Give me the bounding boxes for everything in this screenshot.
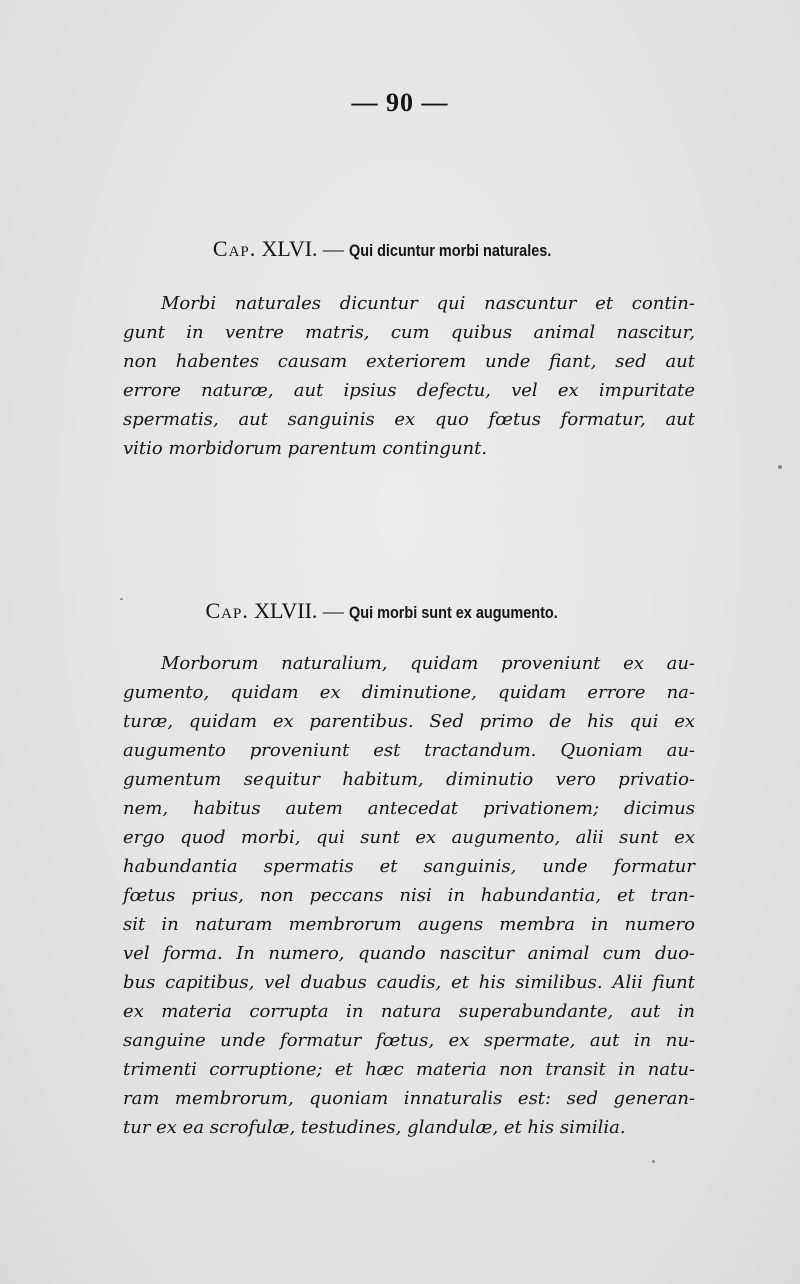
text-line: non habentes causam exteriorem unde fiant, sed aut — [123, 351, 695, 372]
text-line: Morborum naturalium, quidam proveniunt ex au- — [161, 653, 695, 674]
chapter-paragraph — [123, 649, 695, 1142]
text-line: gumentum sequitur habitum, diminutio vero privatio- — [123, 769, 695, 790]
chapter-title: Qui dicuntur morbi naturales. — [349, 241, 552, 260]
text-line: trimenti corruptione; et hæc materia non transit in natu- — [123, 1059, 695, 1080]
text-line: sanguine unde formatur fœtus, ex spermate, aut in nu- — [123, 1030, 695, 1051]
text-line: habundantia spermatis et sanguinis, unde formatur — [123, 856, 695, 877]
text-line: nem, habitus autem antecedat privationem; dicimus — [123, 798, 695, 819]
text-line: turæ, quidam ex parentibus. Sed primo de his qui ex — [123, 711, 695, 732]
chapter-number: XLVI. — [261, 236, 318, 261]
text-line: gumento, quidam ex diminutione, quidam errore na- — [123, 682, 695, 703]
chapter-number: XLVII. — [254, 598, 318, 623]
chapter-label: Cap. — [205, 598, 249, 623]
text-line: errore naturæ, aut ipsius defectu, vel ex impuritate — [123, 380, 695, 401]
text-line: vitio morbidorum parentum contingunt. — [123, 438, 488, 459]
paper-speck — [778, 465, 782, 469]
text-line: augumento proveniunt est tractandum. Quoniam au- — [123, 740, 695, 761]
heading-dash: — — [322, 599, 344, 623]
text-line: spermatis, aut sanguinis ex quo fœtus formatur, aut — [123, 409, 695, 430]
paper-speck — [652, 1160, 655, 1163]
chapter-paragraph — [123, 289, 695, 463]
paper-speck — [120, 598, 123, 600]
text-line: fœtus prius, non peccans nisi in habundantia, et tran- — [123, 885, 695, 906]
text-line: ex materia corrupta in natura superabundante, aut in — [123, 1001, 695, 1022]
text-line: ram membrorum, quoniam innaturalis est: sed generan- — [123, 1088, 695, 1109]
chapter-heading — [0, 598, 800, 624]
text-line: tur ex ea scrofulæ, testudines, glandulæ, et his similia. — [123, 1117, 626, 1138]
chapter-title: Qui morbi sunt ex augumento. — [348, 603, 558, 622]
text-line: bus capitibus, vel duabus caudis, et his similibus. Alii fiunt — [123, 972, 695, 993]
text-line: ergo quod morbi, qui sunt ex augumento, alii sunt ex — [123, 827, 695, 848]
chapter-heading — [0, 236, 800, 262]
chapter-label: Cap. — [212, 236, 257, 261]
text-line: sit in naturam membrorum augens membra in numero — [123, 914, 695, 935]
text-line: vel forma. In numero, quando nascitur animal cum duo- — [123, 943, 695, 964]
text-line: gunt in ventre matris, cum quibus animal nascitur, — [123, 322, 695, 343]
heading-dash: — — [322, 237, 344, 261]
page-number: — 90 — — [351, 88, 449, 117]
text-line: Morbi naturales dicuntur qui nascuntur et contin- — [161, 293, 695, 314]
